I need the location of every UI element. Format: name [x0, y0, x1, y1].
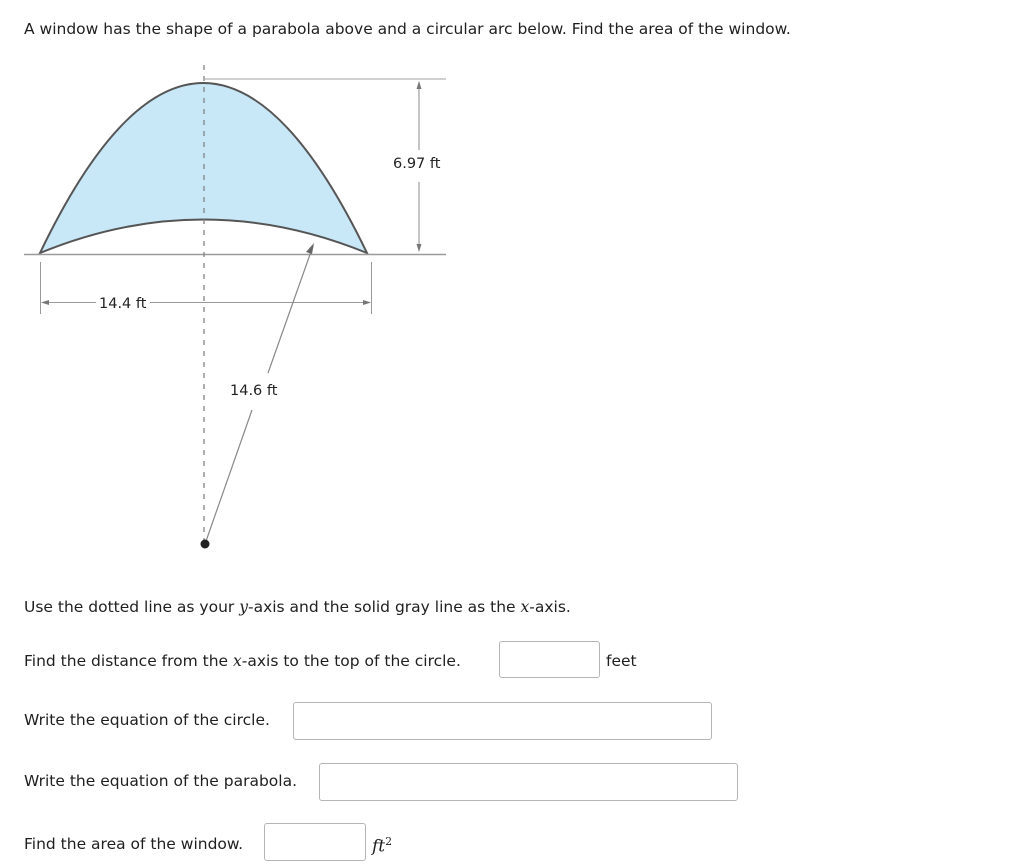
question-circle-top-distance: [24, 651, 461, 671]
circle-center-point: [201, 540, 210, 549]
window-area-input[interactable]: [264, 823, 366, 861]
width-label: 14.4 ft: [99, 296, 147, 312]
radius-arrow: [306, 243, 314, 254]
area-unit-exponent: 2: [385, 835, 393, 848]
question-circle-equation: Write the equation of the circle.: [24, 711, 270, 729]
x-variable: x: [233, 652, 242, 670]
radius-line-upper: [205, 410, 252, 544]
distance-unit-label: feet: [606, 652, 637, 670]
question-parabola-equation: Write the equation of the parabola.: [24, 772, 298, 790]
area-unit-base: ft: [372, 836, 386, 857]
height-label: 6.97 ft: [393, 156, 441, 172]
axes-instruction: [24, 597, 571, 617]
x-variable: x: [520, 598, 530, 616]
height-arrow-up: [417, 81, 422, 89]
window-diagram: [0, 60, 470, 560]
axes-instruction-prefix: Use the dotted line as your: [24, 598, 240, 616]
radius-line-lower: [268, 246, 313, 373]
question-1-suffix: -axis to the top of the circle.: [241, 652, 461, 670]
axes-instruction-suffix: -axis.: [529, 598, 571, 616]
circle-top-distance-input[interactable]: [499, 641, 600, 678]
y-variable: y: [239, 598, 248, 616]
question-1-prefix: Find the distance from the: [24, 652, 234, 670]
radius-label: 14.6 ft: [230, 383, 278, 399]
height-arrow-down: [417, 244, 422, 252]
circle-equation-input[interactable]: [293, 702, 712, 740]
axes-instruction-middle: -axis and the solid gray line as the: [247, 598, 521, 616]
width-arrow-left: [41, 300, 49, 305]
problem-statement: A window has the shape of a parabola above and a circular arc below. Find the area of the window.: [24, 20, 791, 38]
parabola-equation-input[interactable]: [319, 763, 738, 801]
question-window-area: Find the area of the window.: [24, 835, 244, 853]
area-unit-label: [372, 832, 392, 857]
width-arrow-right: [363, 300, 371, 305]
